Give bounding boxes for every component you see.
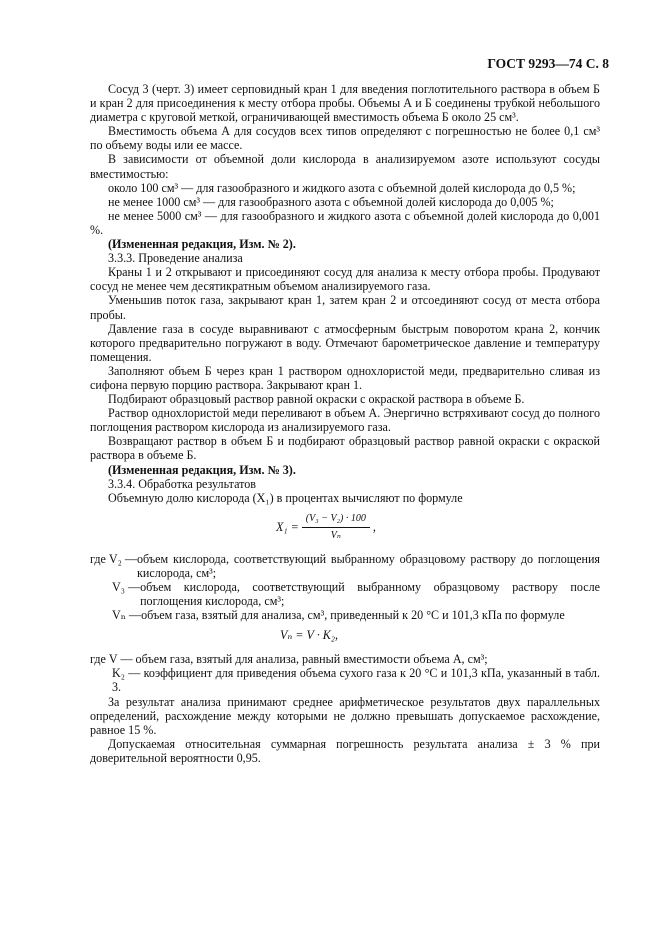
definition-k2: K₂ — коэффициент для приведения объема сухого газа к 20 °C и 101,3 кПа, указанный в табл. 3. [112,666,600,695]
definition-text: объем кислорода, соответствующий выбранному образцовому раствору после поглощения кислорода, см³; [140,580,600,609]
formula-normalized-volume: Vₙ = V · K₂, [280,628,339,643]
definition-vn [90,608,600,622]
formula-numerator: (V₃ − V₂) · 100 [302,512,370,528]
paragraph-select-standard: Подбирают образцовый раствор равной окраски с окраской раствора в объеме Б. [108,392,525,407]
paragraph-return-solution: Возвращают раствор в объем Б и подбирают образцовый раствор равной окраски с окраской раствора в объеме Б. [90,434,600,463]
formula-fraction [302,512,370,543]
definition-v2 [90,552,600,580]
list-item-capacity-5000: не менее 5000 см³ — для газообразного и жидкого азота с объемной долей кислорода до 0,001 %. [90,208,600,237]
paragraph-total-error: Допускаемая относительная суммарная погрешность результата анализа ± 3 % при доверительной вероятности 0,95. [90,736,600,765]
list-item-capacity-1000: не менее 1000 см³ — для газообразного азота с объемной долей кислорода до 0,005 %; [108,194,554,209]
definition-v3 [90,580,600,608]
definition-symbol: где V₂ — [90,551,137,566]
page-header: ГОСТ 9293—74 С. 8 [487,56,609,71]
paragraph-open-valves: Краны 1 и 2 открывают и присоединяют сосуд для анализа к месту отбора пробы. Продувают сосуд не менее чем десятикратным объемом анализируемого газа. [90,265,600,294]
formula-denominator: Vₙ [330,529,341,541]
formula-lhs: X₁ = [276,520,299,535]
definitions-list [90,552,600,622]
amendment-note-2: (Измененная редакция, Изм. № 2). [108,237,296,252]
paragraph-transfer-solution: Раствор однохлористой меди переливают в объем А. Энергично встряхивают сосуд до полного поглощения раствором кислорода из анализируемого газа. [90,406,600,435]
paragraph-close-valves: Уменьшив поток газа, закрывают кран 1, затем кран 2 и отсоединяют сосуд от места отбора пробы. [90,293,600,322]
amendment-note-3: (Измененная редакция, Изм. № 3). [108,462,296,477]
document-body [90,82,600,765]
formula-oxygen-fraction [90,512,600,546]
definition-text: объем газа, взятый для анализа, см³, приведенный к 20 °C и 101,3 кПа по формуле [141,608,565,623]
list-item-capacity-100: около 100 см³ — для газообразного и жидкого азота с объемной долей кислорода до 0,5 %; [108,180,576,195]
paragraph-fill-volume: Заполняют объем Б через кран 1 раствором однохлористой меди, предварительно сливая из сифона первую порцию раствора. Закрывают кран 1. [90,363,600,392]
paragraph-formula-intro: Объемную долю кислорода (X₁) в процентах вычисляют по формуле [108,490,463,505]
definition-text: объем кислорода, соответствующий выбранному образцовому раствору до поглощения кислорода, см³; [136,551,600,580]
section-heading-3-3-3: 3.3.3. Проведение анализа [108,251,243,266]
definition-v: где V — объем газа, взятый для анализа, равный вместимости объема А, см³; [90,652,488,667]
paragraph-result-average: За результат анализа принимают среднее арифметическое результатов двух параллельных определений, расхождение между которыми не должно превышать допускаемое расхождение, равное 15 %. [90,694,600,737]
paragraph-vessel-capacity-intro: В зависимости от объемной доли кислорода в анализируемом азоте используют сосуды вместимостью: [90,152,600,181]
definition-symbol: V₃ — [112,580,141,594]
paragraph-volume-accuracy: Вместимость объема А для сосудов всех типов определяют с погрешностью не более 0,1 см³ по объему воды или ее массе. [90,124,600,153]
section-heading-3-3-4: 3.3.4. Обработка результатов [108,476,257,491]
definition-symbol: Vₙ — [112,608,142,623]
paragraph-pressure-equalize: Давление газа в сосуде выравнивают с атмосферным быстрым поворотом крана 2, кончик которого предварительно погружают в воду. Отмечают барометрическое давление и температуру помещения. [90,321,600,364]
paragraph-vessel-description: Сосуд 3 (черт. 3) имеет серповидный кран 1 для введения поглотительного раствора в объем Б и кран 2 для присоединения к месту отбора пробы. Объемы А и Б соединены трубкой небольшого диаметра с круговой меткой, ограничивающей вместимость объема Б около 25 см³. [90,82,600,125]
formula-tail: , [372,520,376,535]
